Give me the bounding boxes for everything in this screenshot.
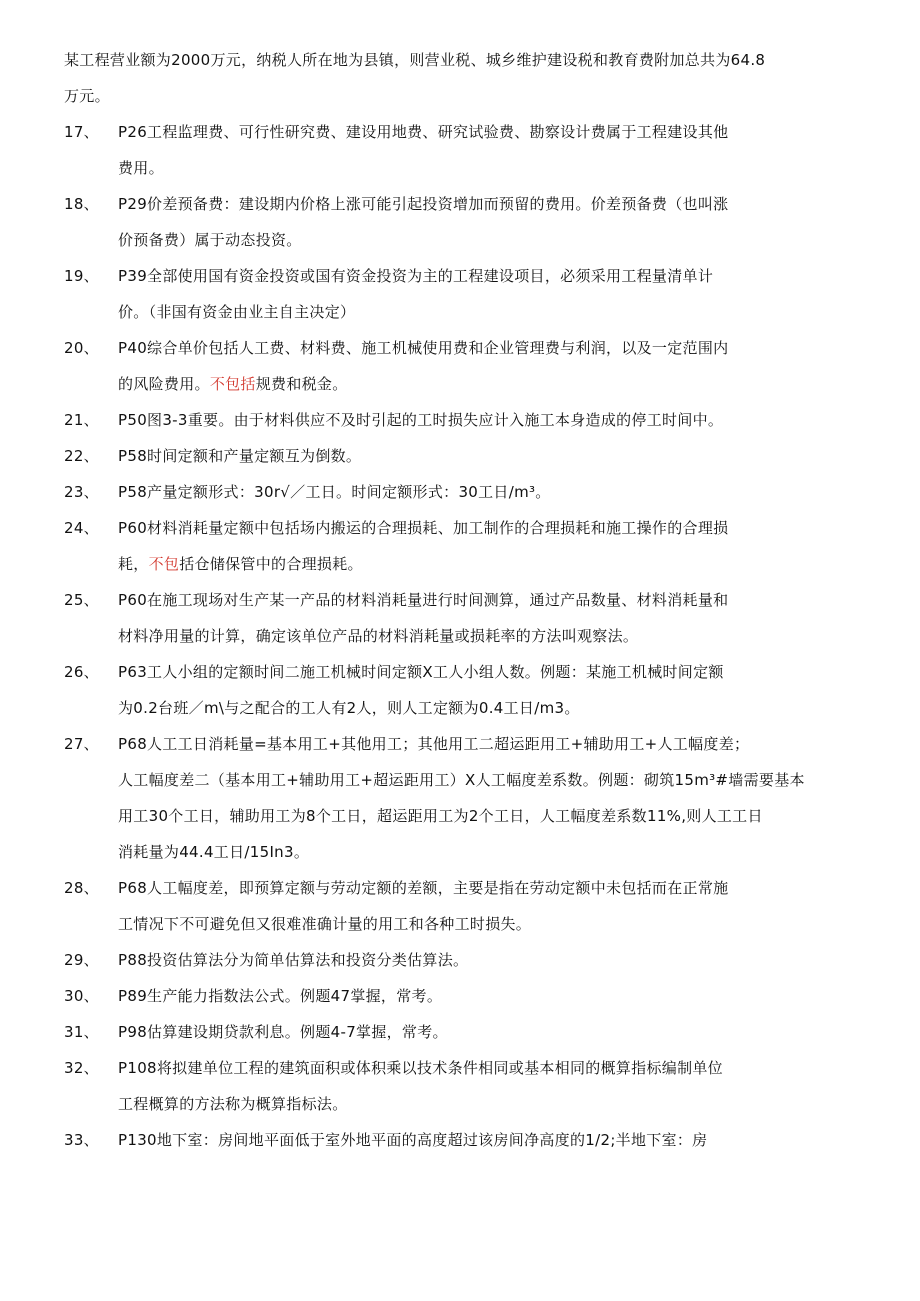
item-20-line-2-post: 规费和税金。 (255, 375, 348, 393)
item-21-line-1: P50图3-3重要。由于材料供应不及时引起的工时损失应计入施工本身造成的停工时间中。 (118, 411, 724, 429)
item-23-line-1: P58产量定额形式：30r√／工日。时间定额形式：30工日/m³。 (118, 483, 551, 501)
item-27-line-1: P68人工工日消耗量=基本用工+其他用工；其他用工二超运距用工+辅助用工+人工幅度差； (118, 735, 750, 753)
item-28-line-2: 工情况下不可避免但又很难准确计量的用工和各种工时损失。 (118, 915, 532, 933)
item-19-line-1: P39全部使用国有资金投资或国有资金投资为主的工程建设项目，必须采用工程量清单计 (118, 267, 714, 285)
item-18-line-2: 价预备费）属于动态投资。 (118, 231, 302, 249)
item-33-number: 33、 (64, 1131, 99, 1149)
item-20-line-1: P40综合单价包括人工费、材料费、施工机械使用费和企业管理费与利润，以及一定范围内 (118, 339, 729, 357)
item-31-line-1: P98估算建设期贷款利息。例题4-7掌握，常考。 (118, 1023, 448, 1041)
item-17-line-2: 费用。 (118, 159, 164, 177)
item-22-line-1: P58时间定额和产量定额互为倒数。 (118, 447, 362, 465)
item-26-line-2: 为0.2台班／m\与之配合的工人有2人，则人工定额为0.4工日/m3。 (118, 699, 580, 717)
item-27-line-4: 消耗量为44.4工日/15In3。 (118, 843, 310, 861)
item-31-number: 31、 (64, 1023, 99, 1041)
item-30-line-1: P89生产能力指数法公式。例题47掌握，常考。 (118, 987, 443, 1005)
item-25-number: 25、 (64, 591, 99, 609)
item-27-line-3: 用工30个工日，辅助用工为8个工日，超运距用工为2个工日，人工幅度差系数11%,则人工工日 (118, 807, 763, 825)
item-23-number: 23、 (64, 483, 99, 501)
item-17-number: 17、 (64, 123, 99, 141)
item-19-line-2: 价。（非国有资金由业主自主决定） (118, 303, 356, 321)
item-24-highlight: 不包 (148, 555, 180, 573)
item-28-number: 28、 (64, 879, 99, 897)
item-24-line-2-post: 括仓储保管中的合理损耗。 (179, 555, 363, 573)
item-19-number: 19、 (64, 267, 99, 285)
item-32-line-2: 工程概算的方法称为概算指标法。 (118, 1095, 348, 1113)
item-20-line-2-pre: 的风险费用。 (118, 375, 210, 393)
item-17-line-1: P26工程监理费、可行性研究费、建设用地费、研究试验费、勘察设计费属于工程建设其他 (118, 123, 729, 141)
item-25-line-1: P60在施工现场对生产某一产品的材料消耗量进行时间测算，通过产品数量、材料消耗量和 (118, 591, 729, 609)
item-33-line-1: P130地下室：房间地平面低于室外地平面的高度超过该房间净高度的1/2;半地下室：房 (118, 1131, 708, 1149)
item-26-number: 26、 (64, 663, 99, 681)
item-20-number: 20、 (64, 339, 99, 357)
item-18-line-1: P29价差预备费：建设期内价格上涨可能引起投资增加而预留的费用。价差预备费（也叫涨 (118, 195, 729, 213)
item-20-highlight: 不包括 (209, 375, 256, 393)
item-30-number: 30、 (64, 987, 99, 1005)
item-24-line-1: P60材料消耗量定额中包括场内搬运的合理损耗、加工制作的合理损耗和施工操作的合理损 (118, 519, 729, 537)
item-24-line-2 (118, 554, 363, 574)
item-24-number: 24、 (64, 519, 99, 537)
item-32-line-1: P108将拟建单位工程的建筑面积或体积乘以技术条件相同或基本相同的概算指标编制单位 (118, 1059, 723, 1077)
item-29-line-1: P88投资估算法分为简单估算法和投资分类估算法。 (118, 951, 469, 969)
item-22-number: 22、 (64, 447, 99, 465)
item-25-line-2: 材料净用量的计算，确定该单位产品的材料消耗量或损耗率的方法叫观察法。 (118, 627, 639, 645)
item-21-number: 21、 (64, 411, 99, 429)
item-20-line-2 (118, 374, 348, 394)
item-24-line-2-pre: 耗， (118, 555, 149, 573)
intro-line-2: 万元。 (64, 87, 110, 105)
item-29-number: 29、 (64, 951, 99, 969)
item-28-line-1: P68人工幅度差，即预算定额与劳动定额的差额，主要是指在劳动定额中未包括而在正常施 (118, 879, 729, 897)
item-18-number: 18、 (64, 195, 99, 213)
item-26-line-1: P63工人小组的定额时间二施工机械时间定额X工人小组人数。例题：某施工机械时间定额 (118, 663, 724, 681)
item-27-line-2: 人工幅度差二（基本用工+辅助用工+超运距用工）X人工幅度差系数。例题：砌筑15m³#墙需要基本 (118, 771, 805, 789)
item-27-number: 27、 (64, 735, 99, 753)
intro-line-1: 某工程营业额为2000万元，纳税人所在地为县镇，则营业税、城乡维护建设税和教育费附加总共为64.8 (64, 51, 766, 69)
item-32-number: 32、 (64, 1059, 99, 1077)
